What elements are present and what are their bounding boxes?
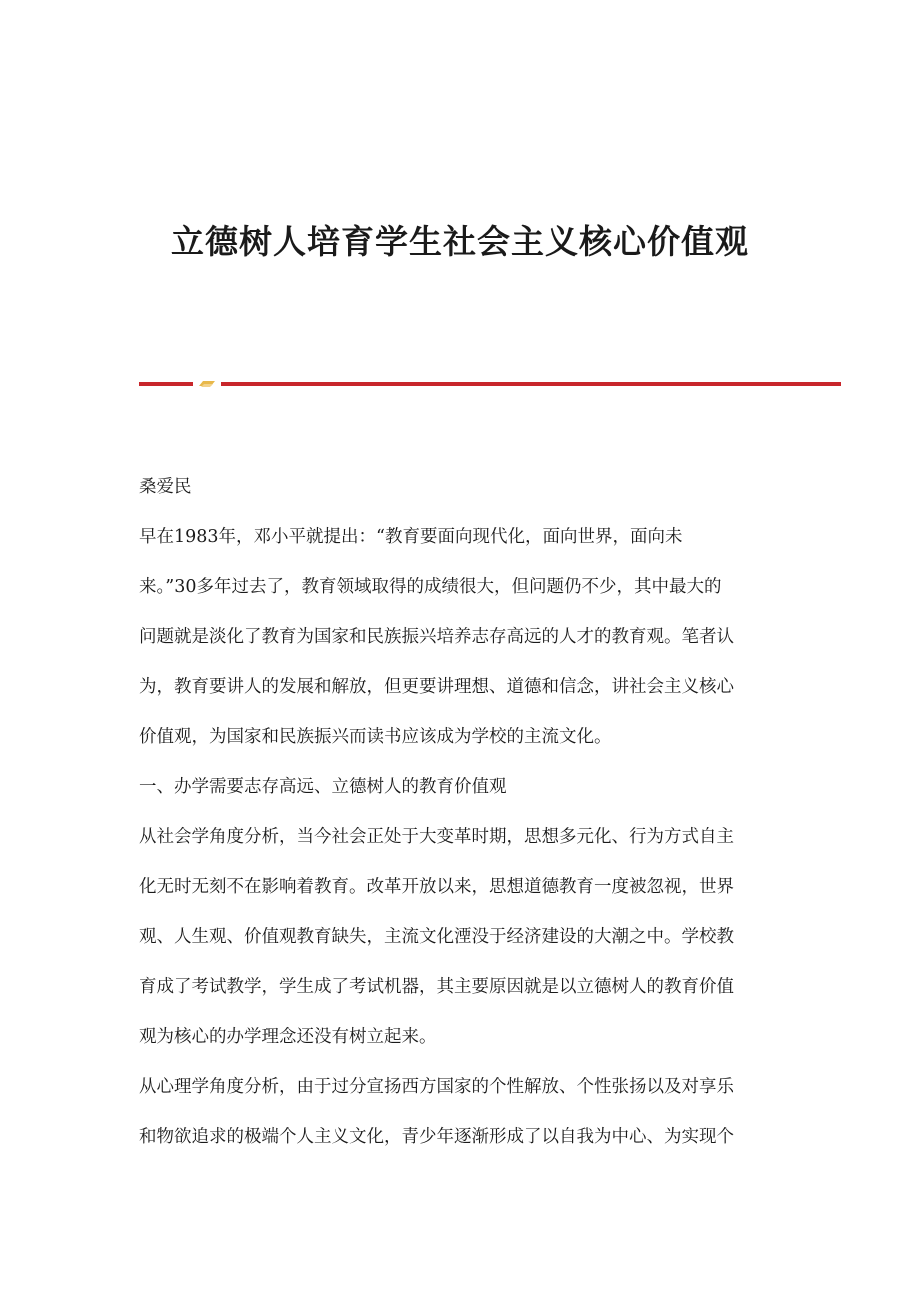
body-line: 观为核心的办学理念还没有树立起来。 [139,1027,437,1047]
body-line: 早在1983年，邓小平就提出：“教育要面向现代化，面向世界，面向未 [139,527,683,547]
section-heading: 一、办学需要志存高远、立德树人的教育价值观 [139,777,507,797]
author-name: 桑爱民 [139,477,192,497]
body-line: 来。”30多年过去了，教育领域取得的成绩很大，但问题仍不少，其中最大的 [139,577,722,597]
divider-ornament-icon [197,380,217,388]
title-divider [139,380,841,388]
document-title: 立德树人培育学生社会主义核心价值观 [171,222,749,261]
body-line: 从社会学角度分析，当今社会正处于大变革时期，思想多元化、行为方式自主 [139,827,734,847]
body-line: 化无时无刻不在影响着教育。改革开放以来，思想道德教育一度被忽视，世界 [139,877,734,897]
body-line: 问题就是淡化了教育为国家和民族振兴培养志存高远的人才的教育观。笔者认 [139,627,734,647]
divider-bar-left [139,382,193,386]
document-body [139,462,779,1162]
body-line: 和物欲追求的极端个人主义文化，青少年逐渐形成了以自我为中心、为实现个 [139,1127,734,1147]
body-line: 从心理学角度分析，由于过分宣扬西方国家的个性解放、个性张扬以及对享乐 [139,1077,734,1097]
body-line: 为，教育要讲人的发展和解放，但更要讲理想、道德和信念，讲社会主义核心 [139,677,734,697]
body-line: 价值观，为国家和民族振兴而读书应该成为学校的主流文化。 [139,727,612,747]
body-line: 观、人生观、价值观教育缺失，主流文化湮没于经济建设的大潮之中。学校教 [139,927,734,947]
body-line: 育成了考试教学，学生成了考试机器，其主要原因就是以立德树人的教育价值 [139,977,734,997]
divider-bar-right [221,382,841,386]
